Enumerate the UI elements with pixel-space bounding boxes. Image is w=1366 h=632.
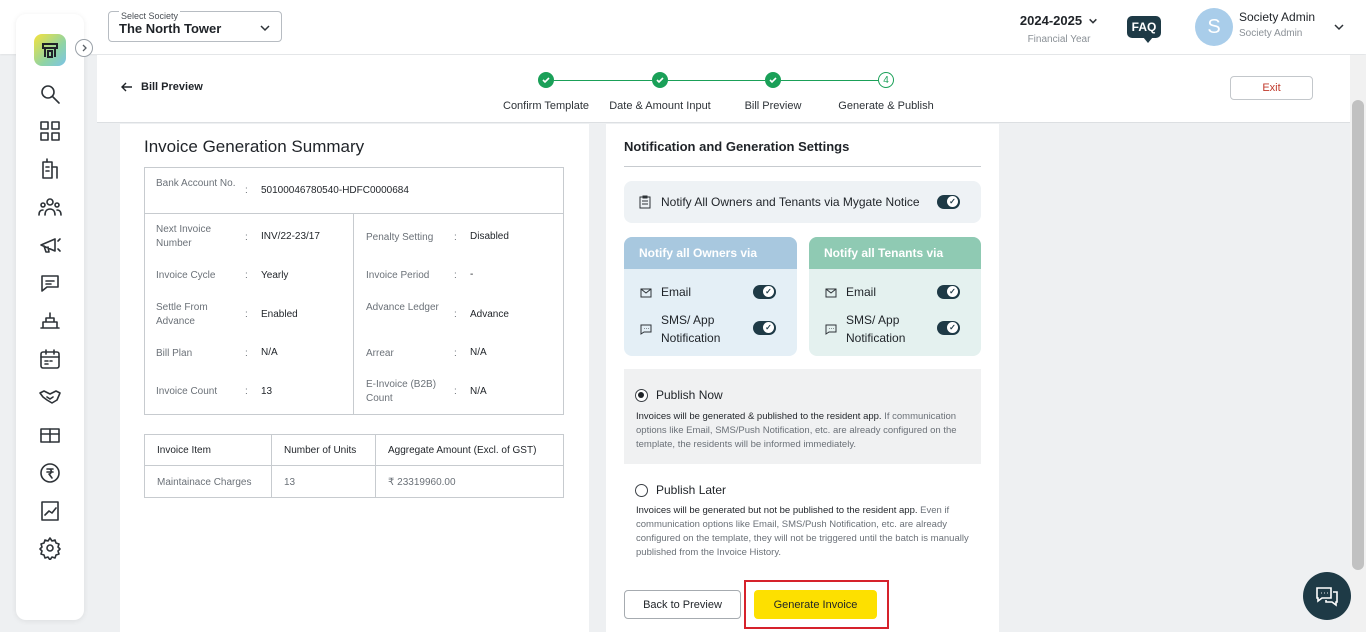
- services-icon[interactable]: [38, 309, 62, 333]
- summary-key: Next Invoice Number: [156, 224, 212, 249]
- tenants-email-toggle[interactable]: [937, 285, 960, 299]
- mail-icon: [825, 287, 837, 299]
- society-select-value: The North Tower: [119, 21, 222, 36]
- tenants-card: [809, 237, 981, 356]
- clipboard-icon: [639, 195, 651, 209]
- summary-key: Bill Plan: [156, 348, 193, 359]
- summary-title: Invoice Generation Summary: [144, 137, 365, 156]
- owners-card: [624, 237, 797, 356]
- summary-key: E-Invoice (B2B) Count: [366, 379, 437, 404]
- summary-key: Advance Ledger: [366, 302, 439, 313]
- publish-later-desc-detail: Even if communication options like Email, SMS/Push Notification, etc. are already configured on the template, they will not be triggered until the batch is manually published from the Invoice History.: [636, 505, 969, 558]
- summary-key: Penalty Setting: [366, 232, 434, 243]
- step-connector: [668, 80, 765, 81]
- column-header: Number of Units: [284, 445, 357, 456]
- sidebar: [16, 14, 84, 620]
- step-2-check-icon: [652, 72, 668, 88]
- notify-all-row: [624, 181, 981, 223]
- settings-title: Notification and Generation Settings: [624, 139, 850, 154]
- bank-account-row: [145, 168, 563, 214]
- avatar[interactable]: S: [1195, 8, 1233, 46]
- colon: :: [245, 309, 248, 320]
- owners-email-label: Email: [661, 285, 692, 299]
- step-connector: [781, 80, 878, 81]
- column-header: Aggregate Amount (Excl. of GST): [388, 445, 537, 456]
- chevron-down-icon: [1088, 16, 1098, 26]
- search-icon[interactable]: [38, 82, 62, 106]
- summary-key: Invoice Count: [156, 386, 218, 397]
- user-role: Society Admin: [1239, 28, 1303, 39]
- mail-icon: [640, 287, 652, 299]
- summary-details-box: [144, 167, 564, 415]
- summary-value: N/A: [470, 347, 487, 358]
- summary-value: -: [470, 269, 474, 280]
- summary-value: INV/22-23/17: [261, 231, 320, 242]
- back-link[interactable]: [121, 81, 203, 93]
- tenants-sms-toggle[interactable]: [937, 321, 960, 335]
- chevron-down-icon: [259, 22, 271, 34]
- publish-later-option[interactable]: [624, 474, 981, 569]
- invoice-items-table: [144, 434, 564, 498]
- bank-account-value: 50100046780540-HDFC0000684: [261, 185, 409, 196]
- publish-now-label: Publish Now: [656, 388, 723, 402]
- scrollbar-thumb[interactable]: [1352, 100, 1364, 570]
- step-label: Date & Amount Input: [609, 100, 711, 112]
- summary-key: Arrear: [366, 348, 394, 359]
- chat-bubble-icon: [1315, 585, 1339, 607]
- colon: :: [245, 348, 248, 359]
- summary-value: Advance: [470, 309, 509, 320]
- chevron-right-icon: [80, 44, 88, 52]
- summary-value: 13: [261, 386, 273, 397]
- report-icon[interactable]: [38, 499, 62, 523]
- summary-value: N/A: [470, 386, 487, 397]
- dashboard-icon[interactable]: [38, 119, 62, 143]
- publish-now-radio[interactable]: [635, 389, 648, 402]
- step-connector: [554, 80, 652, 81]
- summary-value: Enabled: [261, 309, 298, 320]
- owners-card-title: Notify all Owners via: [624, 237, 797, 269]
- owners-sms-toggle[interactable]: [753, 321, 776, 335]
- colon: :: [454, 232, 457, 243]
- tenants-email-label: Email: [846, 285, 877, 299]
- column-divider: [271, 435, 272, 497]
- publish-later-label: Publish Later: [656, 483, 727, 497]
- announcement-icon[interactable]: [38, 233, 62, 257]
- notify-all-label: Notify All Owners and Tenants via Mygate Notice: [661, 195, 920, 209]
- app-logo[interactable]: [34, 34, 66, 66]
- colon: :: [245, 185, 248, 196]
- step-label: Bill Preview: [744, 100, 802, 112]
- colon: :: [245, 270, 248, 281]
- summary-key: Invoice Period: [366, 270, 430, 281]
- message-icon: [640, 323, 652, 335]
- chat-icon[interactable]: [38, 271, 62, 295]
- summary-value: Disabled: [470, 231, 509, 242]
- user-name[interactable]: Society Admin: [1239, 10, 1316, 24]
- financial-year-value: 2024-2025: [1019, 13, 1083, 28]
- step-3-check-icon: [765, 72, 781, 88]
- column-header: Invoice Item: [157, 445, 211, 456]
- society-select-label: Select Society: [121, 11, 179, 21]
- divider: [624, 166, 981, 167]
- residents-icon[interactable]: [38, 195, 62, 219]
- publish-now-desc-detail: If communication options like Email, SMS/Push Notification, etc. are already configured on the template, the residents will be informed immediately.: [636, 411, 957, 450]
- calendar-icon[interactable]: [38, 347, 62, 371]
- sidebar-toggle[interactable]: [75, 39, 93, 57]
- owners-sms-label: SMS/ App Notification: [661, 313, 721, 345]
- bank-account-key: Bank Account No.: [156, 178, 236, 189]
- column-divider: [353, 214, 354, 414]
- publish-now-desc-main: Invoices will be generated & published to the resident app.: [636, 411, 882, 422]
- step-1-check-icon: [538, 72, 554, 88]
- publish-now-option[interactable]: [624, 369, 981, 464]
- summary-key: Settle From Advance: [156, 302, 208, 327]
- back-link-label: Bill Preview: [141, 81, 203, 93]
- generate-invoice-button[interactable]: Generate Invoice: [754, 590, 877, 619]
- publish-later-desc-main: Invoices will be generated but not be published to the resident app.: [636, 505, 918, 516]
- society-select[interactable]: [108, 11, 282, 42]
- owners-email-toggle[interactable]: [753, 285, 776, 299]
- table-header: [145, 435, 563, 466]
- tenants-sms-label: SMS/ App Notification: [846, 313, 906, 345]
- colon: :: [245, 232, 248, 243]
- table-cell: Maintainace Charges: [157, 477, 252, 488]
- arrow-left-icon: [121, 81, 133, 93]
- colon: :: [454, 309, 457, 320]
- colon: :: [454, 348, 457, 359]
- colon: :: [454, 270, 457, 281]
- financial-year-label: Financial Year: [1027, 34, 1091, 45]
- message-icon: [825, 323, 837, 335]
- column-divider: [375, 435, 376, 497]
- summary-value: N/A: [261, 347, 278, 358]
- colon: :: [454, 386, 457, 397]
- step-label: Confirm Template: [503, 100, 589, 112]
- financial-year-select[interactable]: [1018, 13, 1100, 45]
- stepper-bar: [97, 55, 1366, 123]
- publish-now-description: [636, 410, 976, 452]
- grid-icon[interactable]: [38, 423, 62, 447]
- exit-button[interactable]: Exit: [1230, 76, 1313, 100]
- summary-value: Yearly: [261, 270, 289, 281]
- rupee-icon[interactable]: [38, 461, 62, 485]
- publish-later-description: [636, 504, 976, 560]
- step-label: Generate & Publish: [838, 100, 934, 112]
- publish-later-radio[interactable]: [635, 484, 648, 497]
- tenants-card-title: Notify all Tenants via: [809, 237, 981, 269]
- highlight-box: [744, 580, 889, 629]
- back-to-preview-button[interactable]: Back to Preview: [624, 590, 741, 619]
- table-cell: 13: [284, 477, 296, 488]
- building-icon[interactable]: [38, 157, 62, 181]
- chat-support-button[interactable]: [1303, 572, 1351, 620]
- settings-icon[interactable]: [38, 536, 62, 560]
- colon: :: [245, 386, 248, 397]
- table-cell: ₹ 23319960.00: [388, 477, 456, 488]
- handshake-icon[interactable]: [38, 385, 62, 409]
- faq-button[interactable]: FAQ: [1127, 16, 1161, 38]
- summary-key: Invoice Cycle: [156, 270, 216, 281]
- chevron-down-icon[interactable]: [1333, 21, 1345, 33]
- step-4-number: 4: [878, 72, 894, 88]
- notify-all-toggle[interactable]: [937, 195, 960, 209]
